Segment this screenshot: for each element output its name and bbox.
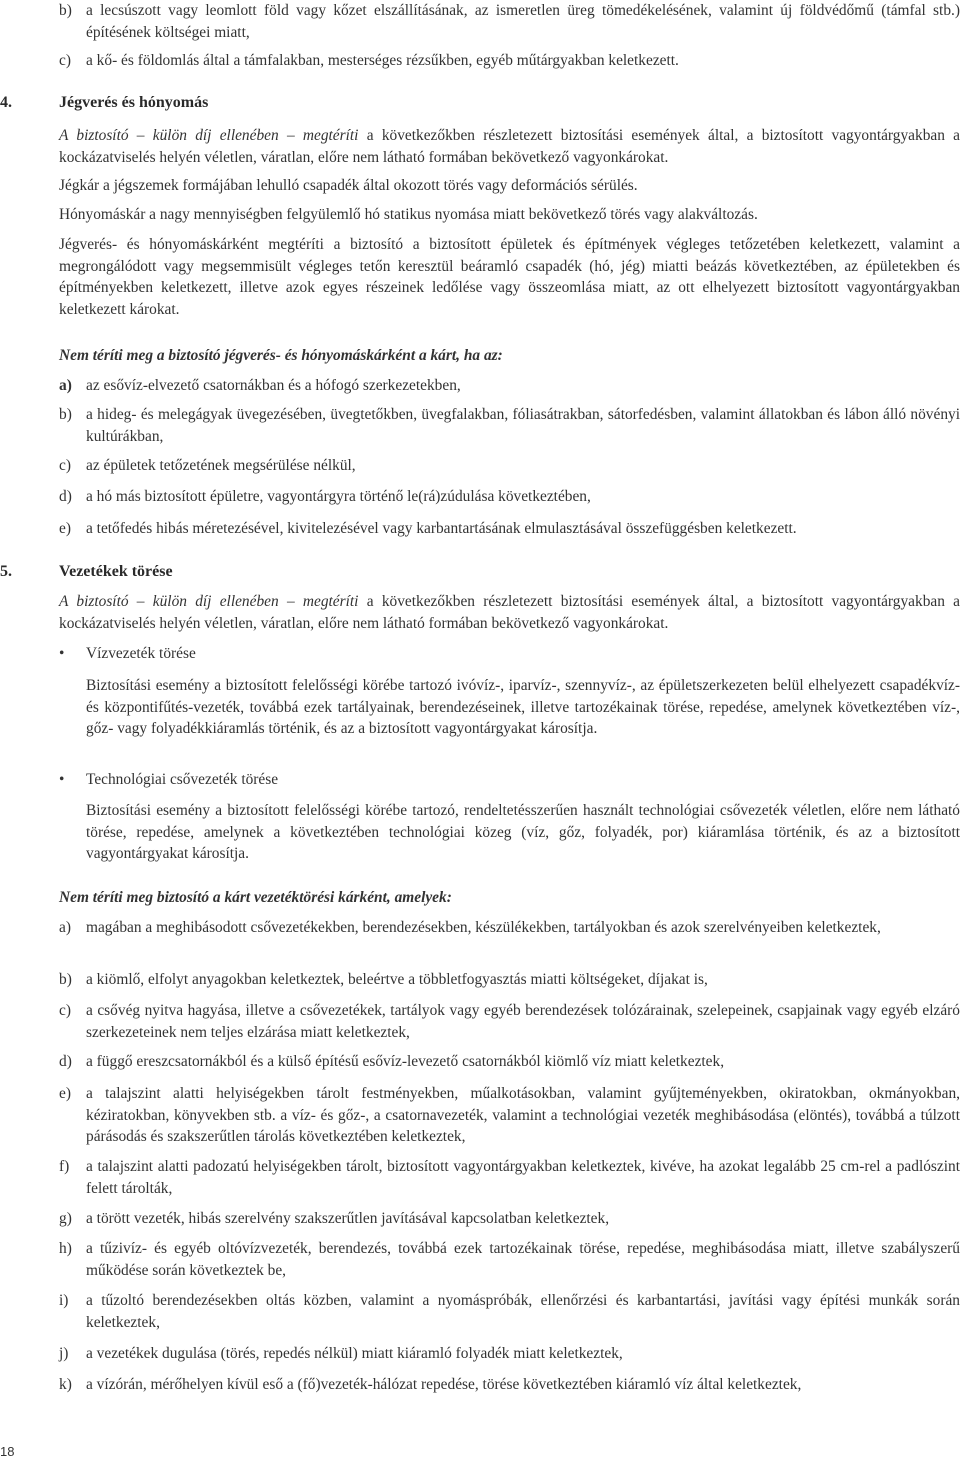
item-text: az épületek tetőzetének megsérülése nélkül, xyxy=(86,457,356,474)
list-item xyxy=(59,1051,960,1073)
list-item xyxy=(59,1290,960,1333)
bullet-item xyxy=(59,769,960,791)
list-item xyxy=(59,50,960,72)
item-label: a) xyxy=(59,919,71,936)
item-label: g) xyxy=(59,1210,72,1227)
item-text: a tűzivíz- és egyéb oltóvízvezeték, berendezés, továbbá ezek tartozékainak törése, repedése, meghibásodása miatt, illetve szabályszerű működése során következtek be, xyxy=(86,1240,960,1279)
item-text: a talajszint alatti padozatú helyiségekben tárolt, biztosított vagyontárgyakban keletkeztek, kivéve, ha azokat legalább 25 cm-rel a padlószint felett tárolták, xyxy=(86,1158,960,1197)
item-label: h) xyxy=(59,1240,72,1257)
paragraph: Jégkár a jégszemek formájában lehulló csapadék által okozott törés vagy deformációs sérülés. xyxy=(59,177,638,194)
list-item xyxy=(59,1083,960,1148)
item-label: a) xyxy=(59,377,72,394)
item-text: a csővég nyitva hagyása, illetve a csővezetékek, tartályok vagy egyéb berendezések tolózárainak, szelepeinek, csapjainak vagy egyéb elzáró szerkezeteinek nem teljes elzárása miatt keletkeztek, xyxy=(86,1002,960,1041)
section-intro xyxy=(59,591,960,634)
item-label: c) xyxy=(59,457,71,474)
bullet-title: Vízvezeték törése xyxy=(86,645,196,662)
section-title: Jégverés és hónyomás xyxy=(59,94,209,111)
list-item xyxy=(59,1374,960,1396)
item-label: k) xyxy=(59,1376,72,1393)
intro-rest: a következőkben részletezett biztosítási események által, a biztosított vagyontárgyakban a kockázatviselés helyén véletlen, váratlan, előre nem látható formában bekövetkező vagyonkárokat. xyxy=(59,127,960,166)
item-label: e) xyxy=(59,1085,71,1102)
item-label: b) xyxy=(59,2,72,19)
section-intro xyxy=(59,125,960,168)
item-text: a vízórán, mérőhelyen kívül eső a (fő)vezeték-hálózat repedése, törése következtében kiáramló víz által keletkeztek, xyxy=(86,1376,802,1393)
item-text: a tűzoltó berendezésekben oltás közben, valamint a nyomáspróbák, ellenőrzési és karbantartási, javítási vagy építési munkák során keletkeztek, xyxy=(86,1292,960,1331)
bullet-dot-icon: • xyxy=(59,771,65,788)
item-text: a kő- és földomlás által a támfalakban, mesterséges rézsűkben, egyéb műtárgyakban keletkezett. xyxy=(86,52,679,69)
exclusion-heading: Nem téríti meg a biztosító jégverés- és hónyomáskárként a kárt, ha az: xyxy=(59,347,503,364)
section-number: 5. xyxy=(0,563,12,580)
item-text: a lecsúszott vagy leomlott föld vagy kőzet elszállításának, az ismeretlen üreg tömedékelésének, valamint új földvédőmű (támfal stb.) építésének költségei miatt, xyxy=(86,2,960,41)
page-number: 18 xyxy=(0,1444,15,1459)
item-label: b) xyxy=(59,406,72,423)
bullet-text: Biztosítási esemény a biztosított felelősségi körébe tartozó ivóvíz-, iparvíz-, szennyvíz-, az épületszerkezeten belül elhelyezett csapadékvíz- és központifűtés-vezeték, továbbá ezek tartályainak, berendezéseinek, illetve tartozékainak törése, repedése, amelynek következtében víz-, gőz- vagy folyadékkiáramlás történik, és az a biztosított vagyontárgyakat károsítja. xyxy=(86,677,960,737)
list-item xyxy=(59,1238,960,1281)
section-title: Vezetékek törése xyxy=(59,563,173,580)
intro-italic: A biztosító – külön díj ellenében – megtéríti xyxy=(59,593,359,610)
bullet-title: Technológiai csővezeték törése xyxy=(86,771,279,788)
section-number: 4. xyxy=(0,94,12,111)
item-text: a függő ereszcsatornákból és a külső építésű esővíz-levezető csatornákból kiömlő víz miatt keletkeztek, xyxy=(86,1053,725,1070)
item-text: magában a meghibásodott csővezetékekben, berendezésekben, készülékekben, tartályokban és azok szerelvényeiben keletkeztek, xyxy=(86,919,881,936)
list-item xyxy=(59,375,960,397)
paragraph: Hónyomáskár a nagy mennyiségben felgyülemlő hó statikus nyomása miatt bekövetkező törés vagy alakváltozás. xyxy=(59,206,758,223)
list-item xyxy=(59,0,960,43)
list-item xyxy=(59,404,960,447)
item-text: a vezetékek dugulása (törés, repedés nélkül) miatt kiáramló folyadék miatt keletkeztek, xyxy=(86,1345,623,1362)
list-item xyxy=(59,1156,960,1199)
item-text: a kiömlő, elfolyt anyagokban keletkeztek, beleértve a többletfogyasztás miatti költségeket, díjakat is, xyxy=(86,971,708,988)
list-item xyxy=(59,917,960,939)
intro-italic: A biztosító – külön díj ellenében – megtéríti xyxy=(59,127,359,144)
item-label: c) xyxy=(59,1002,71,1019)
item-text: a hideg- és melegágyak üvegezésében, üvegtetőkben, üvegfalakban, fóliasátrakban, sátorfedésben, valamint állatokban és lábon álló növényi kultúrákban, xyxy=(86,406,960,445)
item-text: a hó más biztosított épületre, vagyontárgyra történő le(rá)zúdulása következtében, xyxy=(86,488,591,505)
item-text: a törött vezeték, hibás szerelvény szakszerűtlen javításával kapcsolatban keletkeztek, xyxy=(86,1210,610,1227)
paragraph: Jégverés- és hónyomáskárként megtéríti a biztosító a biztosított épületek és építmények végleges tetőzetében keletkezett, valamint a megrongálódott vagy megsemmisült végleges tetőn keresztül beáramló csapadék (hó, jég) miatti beázás következtében, az épületekben és építményekben keletkezett, illetve azok egyes részeinek ledőlése vagy összeomlása miatt, az ott elhelyezett biztosított vagyontárgyakban keletkezett károkat. xyxy=(59,236,960,318)
item-label: b) xyxy=(59,971,72,988)
list-item xyxy=(59,1000,960,1043)
item-label: i) xyxy=(59,1292,69,1309)
item-label: c) xyxy=(59,52,71,69)
item-label: d) xyxy=(59,1053,72,1070)
item-text: az esővíz-elvezető csatornákban és a hófogó szerkezetekben, xyxy=(86,377,461,394)
list-item xyxy=(59,486,960,508)
list-item xyxy=(59,518,960,540)
item-label: j) xyxy=(59,1345,69,1362)
list-item xyxy=(59,969,960,991)
item-label: d) xyxy=(59,488,72,505)
item-label: f) xyxy=(59,1158,70,1175)
list-item xyxy=(59,1208,960,1230)
item-label: e) xyxy=(59,520,71,537)
list-item xyxy=(59,455,960,477)
bullet-text: Biztosítási esemény a biztosított felelősségi körébe tartozó, rendeltetésszerűen használt technológiai csővezeték véletlen, előre nem látható törése, repedése, amelynek a következtében technológiai közeg (víz, gőz, folyadék, por) kiáramlása történik, és az a biztosított vagyontárgyakat károsítja. xyxy=(86,802,960,862)
bullet-dot-icon: • xyxy=(59,645,65,662)
list-item xyxy=(59,1343,960,1365)
item-text: a tetőfedés hibás méretezésével, kivitelezésével vagy karbantartásának elmulasztásával összefüggésben keletkezett. xyxy=(86,520,797,537)
item-text: a talajszint alatti helyiségekben tárolt festményekben, műalkotásokban, valamint gyűjteményekben, okiratokban, okmányokban, kéziratokban, könyvekben stb. a víz- és gőz-, a csatornavezeték, valamint a technológiai vezeték meghibásodása (elöntés), továbbá a túlzott párásodás és szakszerűtlen tárolás következtében keletkeztek, xyxy=(86,1085,960,1145)
exclusion-heading: Nem téríti meg biztosító a kárt vezetéktörési kárként, amelyek: xyxy=(59,889,452,906)
intro-rest: a következőkben részletezett biztosítási események által, a biztosított vagyontárgyakban a kockázatviselés helyén véletlen, váratlan, előre nem látható formában bekövetkező vagyonkárokat. xyxy=(59,593,960,632)
bullet-item xyxy=(59,643,960,665)
